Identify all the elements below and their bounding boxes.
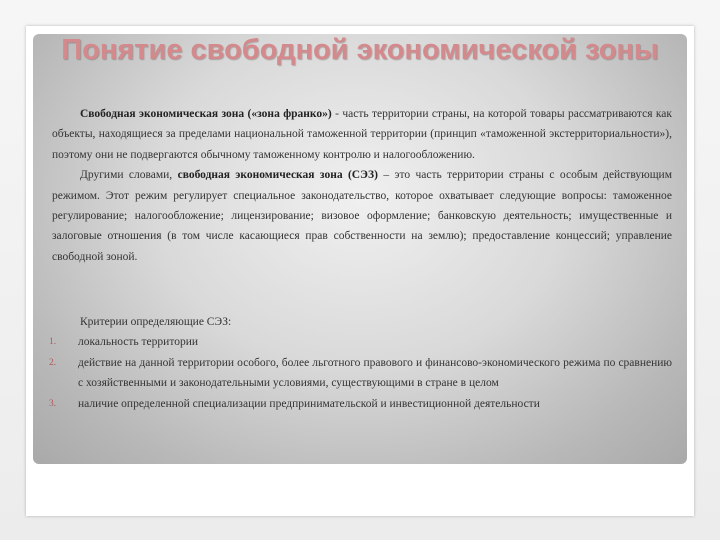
term-free-zone: Свободная экономическая зона («зона франко») xyxy=(80,108,332,120)
criteria-block xyxy=(49,312,672,414)
sez-definition-text: – это часть территории страны с особым действующим режимом. Этот режим регулирует специальное законодательство, которое охватывает следующие вопросы: таможенное регулирование; налогообложение; лицензирование; визовое оформление; банковскую деятельность; имущественные и залоговые отношения (в том числе касающиеся прав собственности на землю); предоставление концессий; управление свободной зоной. xyxy=(52,169,672,263)
list-number: 3. xyxy=(49,398,57,409)
list-item xyxy=(49,332,672,352)
slide-title: Понятие свободной экономической зоны xyxy=(61,34,659,66)
term-sez: свободная экономическая зона (СЭЗ) xyxy=(177,169,378,182)
list-item-text: локальность территории xyxy=(78,336,198,349)
list-item xyxy=(49,353,672,394)
criteria-heading: Критерии определяющие СЭЗ: xyxy=(80,316,232,328)
list-item xyxy=(49,394,672,414)
paragraph-definition xyxy=(52,104,672,165)
list-number: 2. xyxy=(49,357,57,368)
list-item-text: действие на данной территории особого, более льготного правового и финансово-экономического режима по сравнению с хозяйственными и законодательными условиями, существующими в стране в целом xyxy=(78,356,672,390)
list-number: 1. xyxy=(49,337,57,348)
criteria-list xyxy=(49,332,672,414)
other-words-prefix: Другими словами, xyxy=(80,169,178,182)
slide-body xyxy=(52,104,672,267)
paragraph-other-words xyxy=(52,165,672,267)
list-item-text: наличие определенной специализации предпринимательской и инвестиционной деятельности xyxy=(78,397,540,410)
definition-text: - часть территории страны, на которой товары рассматриваются как объекты, находящиеся за пределами национальной таможенной территории (принцип «таможенной экстерриториальности»), поэтому они не подвергаются обычному таможенному контролю и налогообложению. xyxy=(52,108,672,161)
